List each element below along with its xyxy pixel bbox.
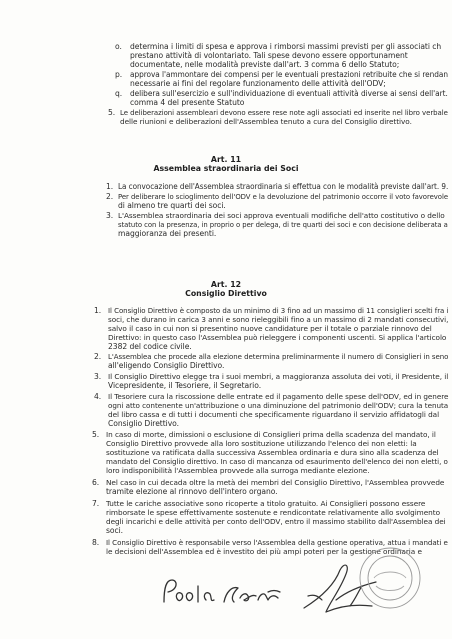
list-marker: q.	[115, 89, 123, 98]
text-line: Vicepresidente, il Tesoriere, il Segretario.	[108, 381, 262, 390]
text-line: L'Assemblea straordinaria dei soci approva eventuali modifiche dell'atto costitutivo o dello	[118, 211, 445, 220]
text-line: soci.	[106, 526, 124, 535]
list-marker: 4.	[94, 392, 102, 401]
list-marker: 1.	[94, 306, 102, 315]
text-line: determina i limiti di spesa e approva i rimborsi massimi previsti per gli associati ch	[130, 42, 442, 51]
list-marker: p.	[115, 70, 123, 79]
list-marker: 8.	[92, 538, 100, 547]
text-line: Le deliberazioni assembleari devono essere rese note agli associati ed inserite nel libro verbale	[120, 108, 448, 117]
article-heading: Consiglio Direttivo	[185, 289, 267, 298]
text-line: delle riunioni e deliberazioni dell'Assemblea tenuto a cura del Consiglio direttivo.	[120, 117, 412, 126]
text-line: approva l'ammontare dei compensi per le eventuali prestazioni retribuite che si rendan	[130, 70, 448, 79]
text-line: Il Tesoriere cura la riscossione delle entrate ed il pagamento delle spese dell'ODV, ed in genere	[108, 392, 449, 401]
list-marker: 5.	[108, 108, 116, 117]
text-line: Il Consiglio Direttivo è responsabile verso l'Assemblea della gestione operativa, attua i mandati e	[106, 538, 448, 547]
text-line: loro indisponibilità l'Assemblea provvede alla surroga mediante elezione.	[106, 466, 370, 475]
text-line: La convocazione dell'Assemblea straordinaria si effettua con le modalità previste dall'art. 9.	[118, 182, 449, 191]
text-line: Consiglio Direttivo provvede alla loro sostituzione utilizzando l'elenco dei non eletti: la	[106, 439, 417, 448]
article-number: Art. 11	[210, 155, 242, 164]
text-line: ogni atto contenente un'attribuzione o una diminuzione del patrimonio dell'ODV; cura la tenuta	[108, 401, 449, 410]
text-line: le decisioni dell'Assemblea ed è investito dei più ampi poteri per la gestione ordinaria e	[106, 547, 422, 556]
text-line: sostituzione va ratificata dalla successiva Assemblea ordinaria e dura sino alla scadenza del	[106, 448, 439, 457]
text-line: Nel caso in cui decada oltre la metà dei membri del Consiglio Direttivo, l'Assemblea provvede	[106, 478, 445, 487]
text-line: Direttivo: in questo caso l'Assemblea può rieleggere i componenti uscenti. Si applica l'articolo	[108, 333, 447, 342]
list-marker: 6.	[92, 478, 100, 487]
text-line: statuto con la presenza, in proprio o per delega, di tre quarti dei soci e con decisione deliberata a	[118, 220, 448, 229]
list-marker: 5.	[92, 430, 100, 439]
text-line: prestano attività di volontariato. Tali spese devono essere opportunament	[130, 51, 408, 60]
list-marker: o.	[115, 42, 122, 51]
list-marker: 2.	[94, 352, 102, 361]
text-line: soci, che durano in carica 3 anni e sono rieleggibili fino a un massimo di 2 mandati consecutivi,	[108, 315, 449, 324]
text-line: degli incarichi e delle attività per conto dell'ODV, entro il massimo stabilito dall'Assemblea dei	[106, 517, 446, 526]
text-line: 2382 del codice civile.	[108, 342, 192, 351]
text-line: rimborsate le spese effettivamente sostenute e rendicontate relativamente allo svolgimento	[106, 508, 440, 517]
text-line: Per deliberare lo scioglimento dell'ODV e la devoluzione del patrimonio occorre il voto favorevole	[118, 192, 449, 201]
text-line: maggioranza dei presenti.	[118, 229, 217, 238]
text-line: all'eligendo Consiglio Direttivo.	[108, 361, 225, 370]
text-line: L'Assemblea che procede alla elezione determina preliminarmente il numero di Consiglieri in seno	[108, 352, 449, 361]
text-line: documentate, nelle modalità previste dall'art. 3 comma 6 dello Statuto;	[130, 60, 400, 69]
text-line: Il Consiglio Direttivo è composto da un minimo di 3 fino ad un massimo di 11 consiglieri scelti fra i	[108, 306, 449, 315]
text-line: mandato del Consiglio direttivo. In caso di mancanza od esaurimento dell'elenco dei non eletti, o	[106, 457, 448, 466]
list-marker: 3.	[106, 211, 114, 220]
text-line: comma 4 del presente Statuto	[130, 98, 245, 107]
text-line: di almeno tre quarti dei soci.	[118, 201, 226, 210]
list-marker: 3.	[94, 372, 102, 381]
text-line: In caso di morte, dimissioni o esclusione di Consiglieri prima della scadenza del mandato, il	[106, 430, 436, 439]
article-heading: Assemblea straordinaria dei Soci	[153, 164, 299, 173]
article-number: Art. 12	[210, 280, 242, 289]
text-line: salvo il caso in cui non si presentino nuove candidature per il totale o parziale rinnovo del	[108, 324, 432, 333]
text-line: Consiglio Direttivo.	[108, 419, 179, 428]
list-marker: 1.	[106, 182, 114, 191]
handwritten-signature	[160, 572, 290, 612]
text-line: tramite elezione al rinnovo dell'intero organo.	[106, 487, 278, 496]
text-line: Tutte le cariche associative sono ricoperte a titolo gratuito. Ai Consiglieri possono essere	[106, 499, 426, 508]
text-line: necessarie ai fini del regolare funzionamento delle attività dell'ODV;	[130, 79, 386, 88]
text-line: delibera sull'esercizio e sull'individuazione di eventuali attività diverse ai sensi dell'art.	[130, 89, 448, 98]
list-marker: 7.	[92, 499, 100, 508]
stamp-seal	[352, 540, 422, 614]
text-line: Il Consiglio Direttivo elegge tra i suoi membri, a maggioranza assoluta dei voti, il Presidente, il	[108, 372, 449, 381]
list-marker: 2.	[106, 192, 114, 201]
text-line: del libro cassa e di tutti i documenti che specificamente riguardano il servizio affidatogli dal	[108, 410, 440, 419]
